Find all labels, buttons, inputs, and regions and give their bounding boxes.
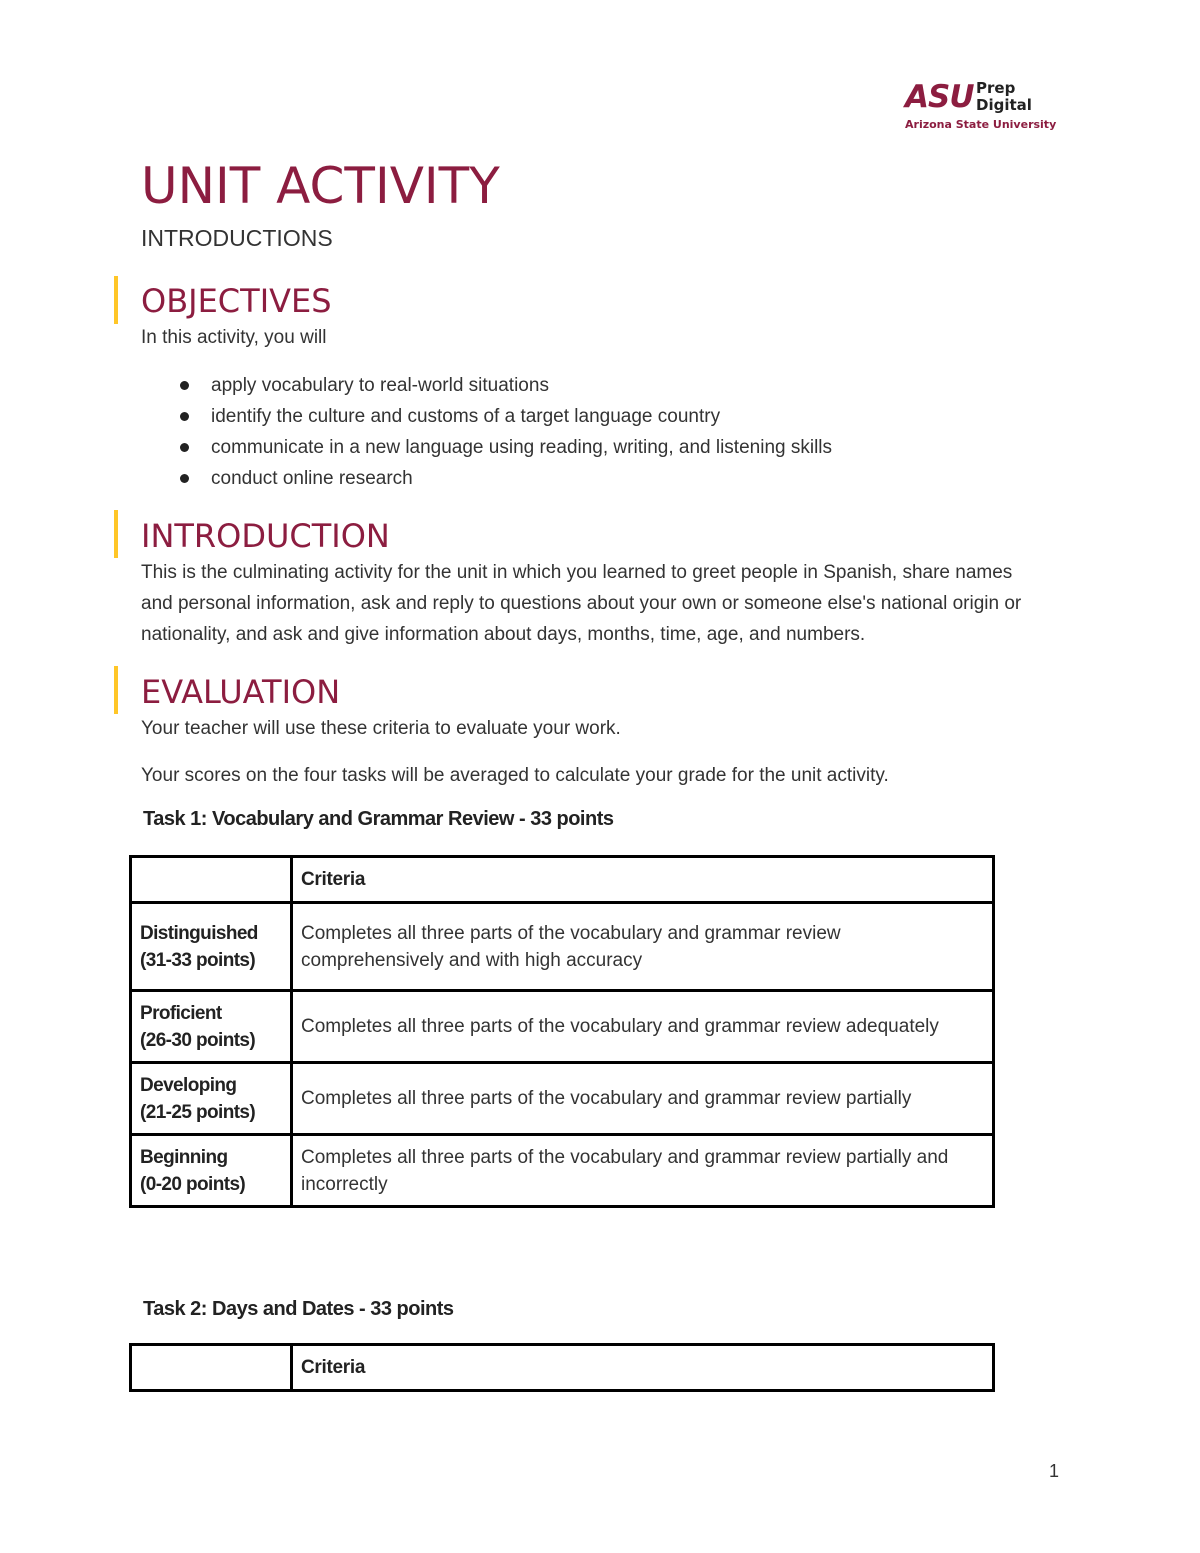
level-points: (31-33 points): [140, 949, 256, 971]
level-name: Proficient: [140, 1002, 222, 1024]
level-points: (21-25 points): [140, 1101, 256, 1123]
level-name: Beginning: [140, 1146, 228, 1168]
table-header-criteria: Criteria: [292, 1345, 994, 1391]
objective-item: [141, 463, 832, 494]
table-row: [131, 1135, 994, 1207]
objective-item: [141, 432, 832, 463]
objective-text: communicate in a new language using reading, writing, and listening skills: [211, 437, 833, 458]
level-cell: [131, 1063, 292, 1135]
objective-text: apply vocabulary to real-world situations: [211, 375, 549, 396]
page-number: 1: [1049, 1461, 1060, 1481]
evaluation-para-2: Your scores on the four tasks will be averaged to calculate your grade for the unit activity.: [141, 765, 889, 786]
objectives-heading: OBJECTIVES: [141, 282, 332, 320]
objective-text: conduct online research: [211, 468, 413, 489]
page-title: UNIT ACTIVITY: [141, 157, 500, 215]
task-2-title: Task 2: Days and Dates - 33 points: [143, 1298, 454, 1320]
criteria-cell: Completes all three parts of the vocabulary and grammar review comprehensively and with high accuracy: [292, 903, 994, 991]
level-cell: [131, 1135, 292, 1207]
evaluation-para-1: Your teacher will use these criteria to evaluate your work.: [141, 718, 621, 739]
table-header-empty: [131, 1345, 292, 1391]
objective-text: identify the culture and customs of a target language country: [211, 406, 721, 427]
task-1-title: Task 1: Vocabulary and Grammar Review - 33 points: [143, 808, 614, 830]
table-header-row: [131, 1345, 994, 1391]
evaluation-heading: EVALUATION: [141, 673, 341, 711]
objective-item: [141, 401, 832, 432]
introduction-line: This is the culminating activity for the unit in which you learned to greet people in Spanish, share names: [141, 562, 1013, 583]
table-header-criteria: Criteria: [292, 857, 994, 903]
asu-prep-digital-logo: [905, 80, 1055, 136]
table-header-row: [131, 857, 994, 903]
bullet-icon: [180, 412, 189, 421]
level-cell: [131, 903, 292, 991]
table-row: [131, 991, 994, 1063]
logo-line-prep: Prep: [976, 79, 1016, 97]
logo-university: Arizona State University: [905, 118, 1057, 131]
evaluation-accent-bar: [114, 666, 118, 714]
criteria-cell: Completes all three parts of the vocabulary and grammar review partially: [292, 1063, 994, 1135]
introduction-heading: INTRODUCTION: [141, 517, 390, 555]
criteria-cell: Completes all three parts of the vocabulary and grammar review partially and incorrectly: [292, 1135, 994, 1207]
introduction-line: and personal information, ask and reply to questions about your own or someone else's national origin or: [141, 593, 1022, 614]
table-row: [131, 903, 994, 991]
level-name: Distinguished: [140, 922, 258, 944]
table-row: [131, 1063, 994, 1135]
level-points: (0-20 points): [140, 1173, 246, 1195]
table-header-empty: [131, 857, 292, 903]
task-1-rubric-table: [129, 855, 995, 1208]
level-points: (26-30 points): [140, 1029, 256, 1051]
objectives-accent-bar: [114, 276, 118, 324]
page-subtitle: INTRODUCTIONS: [141, 225, 333, 251]
level-name: Developing: [140, 1074, 237, 1096]
bullet-icon: [180, 443, 189, 452]
level-cell: [131, 991, 292, 1063]
introduction-accent-bar: [114, 510, 118, 558]
objectives-list: [141, 370, 832, 494]
bullet-icon: [180, 474, 189, 483]
objectives-intro: In this activity, you will: [141, 327, 327, 348]
bullet-icon: [180, 381, 189, 390]
criteria-cell: Completes all three parts of the vocabulary and grammar review adequately: [292, 991, 994, 1063]
task-2-rubric-table: [129, 1343, 995, 1392]
logo-mark: ASU: [905, 79, 974, 115]
introduction-line: nationality, and ask and give information about days, months, time, age, and numbers.: [141, 624, 866, 645]
logo-line-digital: Digital: [976, 96, 1032, 114]
objective-item: [141, 370, 832, 401]
